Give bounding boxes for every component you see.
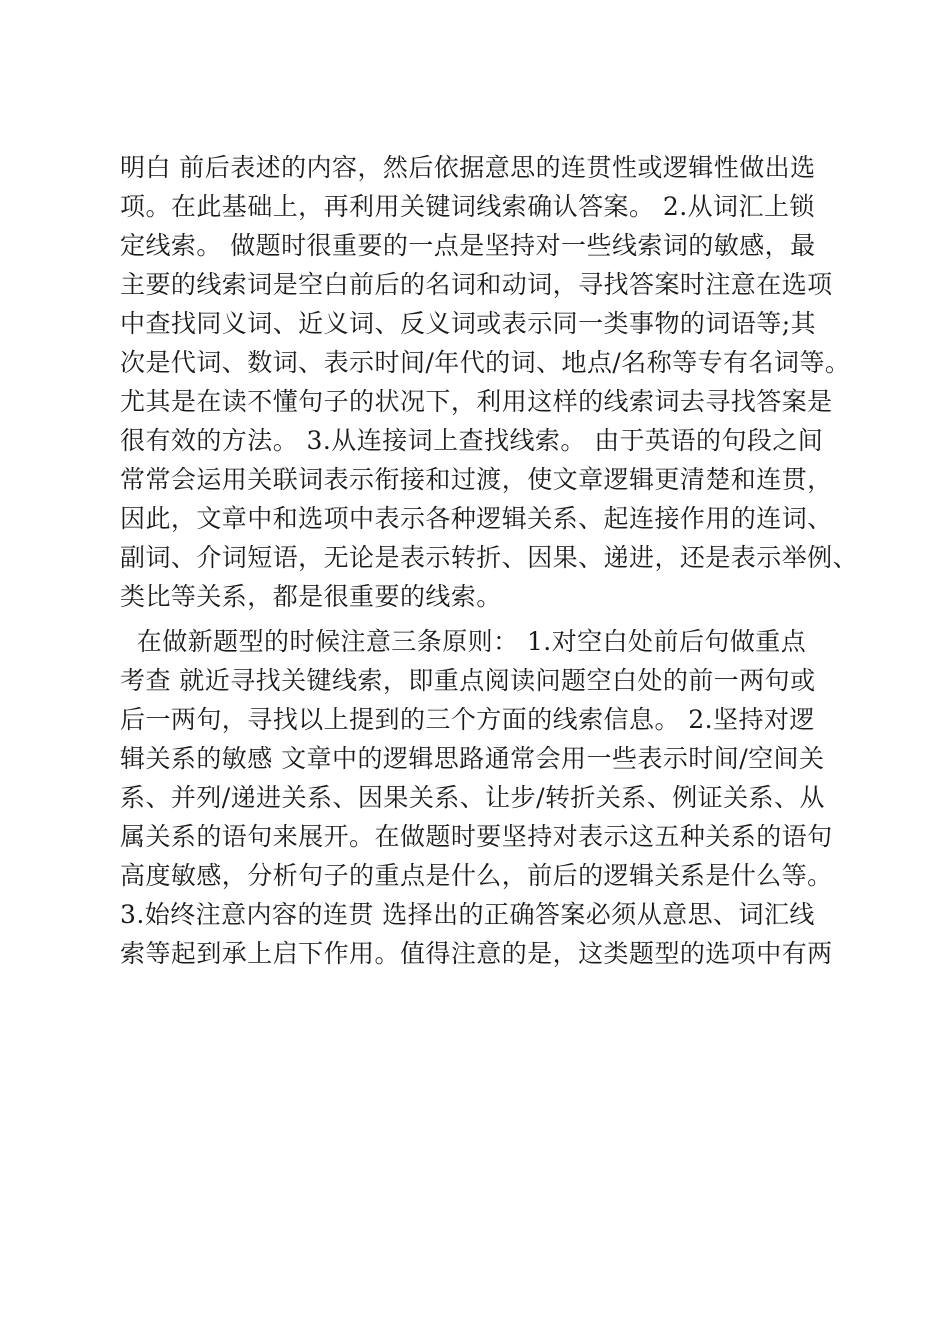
text-line: 中查找同义词、近义词、反义词或表示同一类事物的词语等;其 [120, 309, 817, 338]
text-line: 副词、介词短语，无论是表示转折、因果、递进，还是表示举例、 [120, 543, 859, 572]
paragraph-2 [120, 622, 920, 973]
text-line: 项。在此基础上，再利用关键词线索确认答案。 2.从词汇上锁 [120, 192, 815, 221]
text-line: 明白 前后表述的内容，然后依据意思的连贯性或逻辑性做出选 [120, 153, 816, 182]
text-line: 类比等关系，都是很重要的线索。 [120, 582, 502, 611]
text-line: 属关系的语句来展开。在做题时要坚持对表示这五种关系的语句 [120, 822, 833, 851]
text-line: 高度敏感，分析句子的重点是什么，前后的逻辑关系是什么等。 [120, 861, 833, 890]
text-line: 后一两句，寻找以上提到的三个方面的线索信息。 2.坚持对逻 [120, 705, 815, 734]
text-line: 定线索。 做题时很重要的一点是坚持对一些线索词的敏感，最 [120, 231, 816, 260]
text-line: 索等起到承上启下作用。值得注意的是，这类题型的选项中有两 [120, 939, 833, 968]
text-line: 常常会运用关联词表示衔接和过渡，使文章逻辑更清楚和连贯， [120, 465, 833, 494]
text-line: 主要的线索词是空白前后的名词和动词，寻找答案时注意在选项 [120, 270, 833, 299]
text-line: 因此，文章中和选项中表示各种逻辑关系、起连接作用的连词、 [120, 504, 833, 533]
text-line: 辑关系的敏感 文章中的逻辑思路通常会用一些表示时间/空间关 [120, 744, 825, 773]
text-line: 考查 就近寻找关键线索，即重点阅读问题空白处的前一两句或 [120, 666, 816, 695]
text-line: 次是代词、数词、表示时间/年代的词、地点/名称等专有名词等。 [120, 348, 851, 377]
text-line: 很有效的方法。 3.从连接词上查找线索。 由于英语的句段之间 [120, 426, 824, 455]
text-line: 在做新题型的时候注意三条原则： 1.对空白处前后句做重点 [120, 627, 807, 656]
text-line: 尤其是在读不懂句子的状况下，利用这样的线索词去寻找答案是 [120, 387, 833, 416]
text-line: 3.始终注意内容的连贯 选择出的正确答案必须从意思、词汇线 [120, 900, 815, 929]
paragraph-1 [120, 148, 920, 616]
document-body [120, 148, 920, 973]
text-line: 系、并列/递进关系、因果关系、让步/转折关系、例证关系、从 [120, 783, 825, 812]
